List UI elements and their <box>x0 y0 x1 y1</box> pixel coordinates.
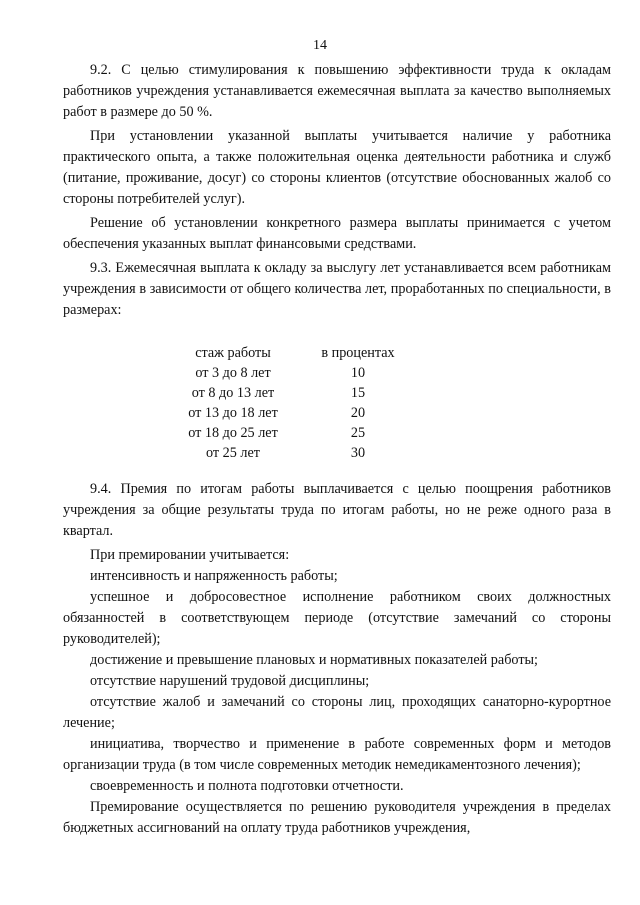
cell-experience: от 18 до 25 лет <box>188 425 278 441</box>
criteria-item: отсутствие жалоб и замечаний со стороны лиц, проходящих санаторно-курортное лечение; <box>63 694 611 731</box>
criteria-item: достижение и превышение плановых и нормативных показателей работы; <box>90 652 538 668</box>
table-row <box>163 383 413 403</box>
cell-percent: 20 <box>350 405 366 421</box>
cell-percent: 15 <box>350 385 366 401</box>
page-number: 14 <box>313 38 327 53</box>
criteria-heading: При премировании учитывается: <box>90 547 290 563</box>
table-row <box>163 443 413 463</box>
document-body <box>63 60 611 839</box>
criteria-item: своевременность и полнота подготовки отчетности. <box>90 778 404 794</box>
cell-experience: от 3 до 8 лет <box>195 365 271 381</box>
paragraph-payment-conditions: При установлении указанной выплаты учитывается наличие у работника практического опыта, а также положительная оценка деятельности работника и служб (питание, проживание, досуг) со стороны клиентов (отсутствие обоснованных жалоб со стороны потребителей услуг). <box>63 128 611 207</box>
table-row <box>163 363 413 383</box>
cell-percent: 25 <box>350 425 366 441</box>
criteria-item: отсутствие нарушений трудовой дисциплины; <box>90 673 370 689</box>
header-experience: стаж работы <box>195 345 271 361</box>
cell-percent: 10 <box>350 365 366 381</box>
table-row <box>163 423 413 443</box>
table-header-row <box>163 343 413 363</box>
criteria-item: успешное и добросовестное исполнение работником своих должностных обязанностей в соответствующем периоде (отсутствие замечаний со стороны руководителей); <box>63 589 611 647</box>
criteria-item: инициатива, творчество и применение в работе современных форм и методов организации труда (в том числе современных методик немедикаментозного лечения); <box>63 736 611 773</box>
seniority-rate-table <box>163 343 413 463</box>
cell-experience: от 25 лет <box>206 445 260 461</box>
paragraph-9-2: 9.2. С целью стимулирования к повышению эффективности труда к окладам работников учреждения устанавливается ежемесячная выплата за качество выполняемых работ в размере до 50 %. <box>63 62 611 120</box>
paragraph-9-4: 9.4. Премия по итогам работы выплачивается с целью поощрения работников учреждения за общие результаты труда по итогам работы, но не реже одного раза в квартал. <box>63 481 611 539</box>
cell-experience: от 13 до 18 лет <box>188 405 278 421</box>
paragraph-bonus-decision: Премирование осуществляется по решению руководителя учреждения в пределах бюджетных ассигнований на оплату труда работников учреждения, <box>63 799 611 836</box>
paragraph-payment-decision: Решение об установлении конкретного размера выплаты принимается с учетом обеспечения указанных выплат финансовыми средствами. <box>63 215 611 252</box>
paragraph-9-3: 9.3. Ежемесячная выплата к окладу за выслугу лет устанавливается всем работникам учреждения в зависимости от общего количества лет, проработанных по специальности, в размерах: <box>63 260 611 318</box>
header-percent: в процентах <box>321 345 395 361</box>
table-row <box>163 403 413 423</box>
cell-percent: 30 <box>350 445 366 461</box>
cell-experience: от 8 до 13 лет <box>191 385 275 401</box>
criteria-item: интенсивность и напряженность работы; <box>90 568 338 584</box>
